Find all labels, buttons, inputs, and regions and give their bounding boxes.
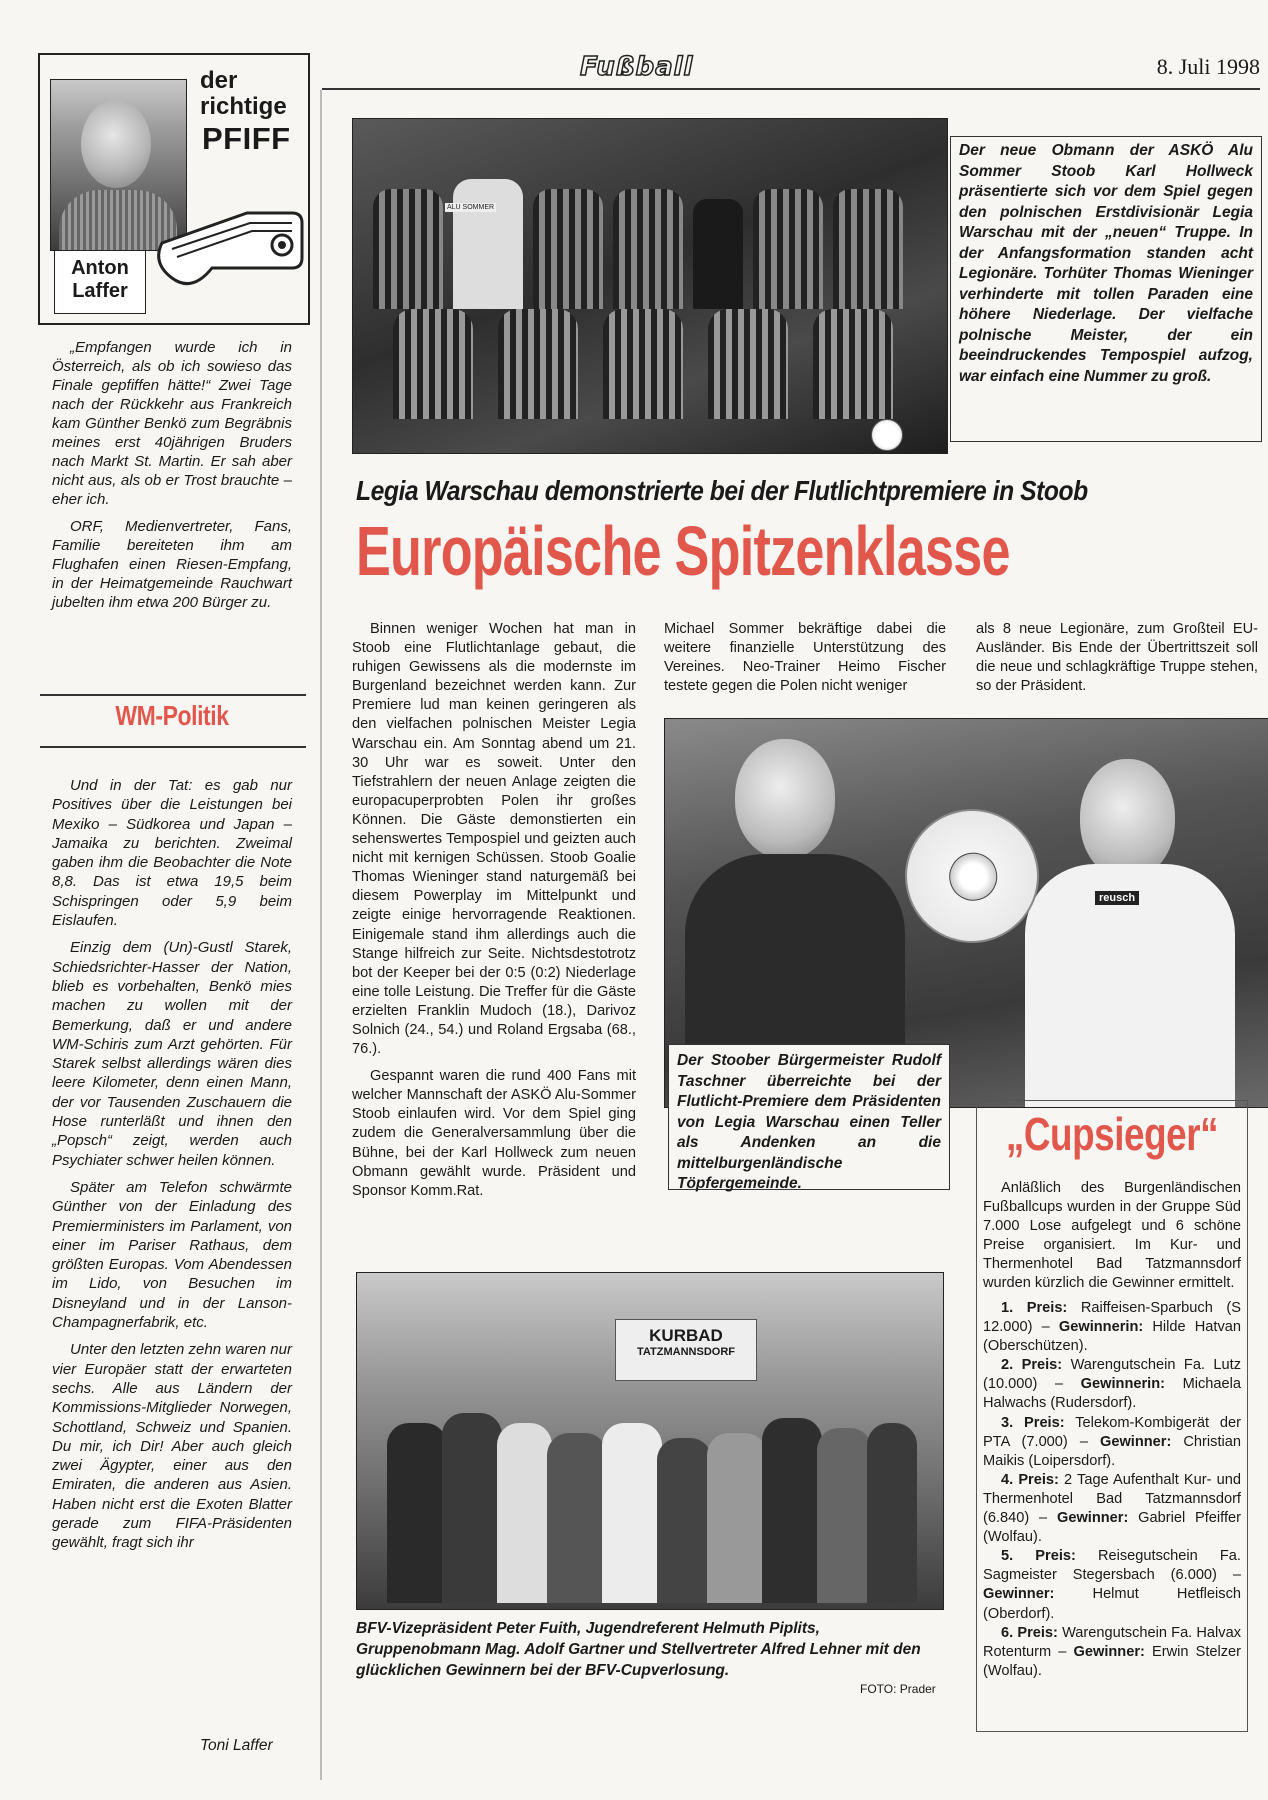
sign-line-1: KURBAD (649, 1326, 723, 1345)
prize-winner-label: Gewinner: (1056, 1510, 1129, 1527)
prize-winner: Erwin Stelzer (Wolfau). (983, 1643, 1242, 1679)
prize-winner: Hilde Hatvan (Oberschützen). (983, 1319, 1241, 1355)
column-para-5: Später am Telefon schwärmte Günther von der Einladung des Premierministers im Parlament, von einer im Pariser Rathaus, dem größten Europas. Vom Abendessen im Lido, von Besuchen im Disneyland und in der Lanson-Champagnerfabrik, etc. (52, 1178, 292, 1332)
prize-winner-label: Gewinnerin: (1058, 1319, 1144, 1336)
prize-winner: Christian Maikis (Loipersdorf). (983, 1433, 1241, 1469)
prize-item (983, 1414, 1241, 1471)
group-photo-caption: BFV-Vizepräsident Peter Fuith, Jugendreferent Helmuth Piplits, Gruppenobmann Mag. Adolf Gartner und Stellvertreter Alfred Lehner mit den glücklichen Gewinnern bei der BFV-Cupverlosung. (356, 1620, 921, 1679)
photo-credit: FOTO: Prader (860, 1682, 936, 1696)
column-para-6: Unter den letzten zehn waren nur vier Europäer statt der erwarteten sechs. Alle aus Ländern der Kommissions-Mitglieder Norwegen, Schottland, Schweiz und Spanien. Du mir, ich Dir! Aber auch gleich zwei Ägypter, einer aus den Emiraten, die anderen aus Asien. Haben nicht erst die Exoten Blatter gerade zum FIFA-Präsidenten gewählt, fragt sich ihr (52, 1341, 292, 1552)
issue-date: 8. Juli 1998 (1156, 54, 1260, 79)
column-para-3: Und in der Tat: es gab nur Positives über die Leistungen bei Mexiko – Südkorea und Japan – Jamaika zu berichten. Zweimal gaben ihm die Beobachter die Note 8,8. Das ist etwa 19,5 beim Schispringen oder 5,9 beim Eislaufen. (52, 777, 292, 930)
prize-winner-label: Gewinner: (1073, 1643, 1145, 1660)
team-photo (352, 118, 948, 454)
article-headline: Europäische Spitzenklasse (356, 512, 1010, 590)
section-title: Fußball (580, 52, 694, 82)
article-col1-para-2: Gespannt waren die rund 400 Fans mit welcher Mannschaft der ASKÖ Alu-Sommer Stoob einlaufen wird. Vor dem Spiel ging zudem die Generalversammlung über die Bühne, bei der Karl Hollweck zum neuen Obmann gewählt wurde. Präsident und Sponsor Komm.Rat. (352, 1068, 636, 1199)
prize-item (983, 1624, 1241, 1681)
column-kicker-2: richtige (200, 93, 287, 120)
prize-text: Warengutschein Fa. Lutz (10.000) – (983, 1357, 1241, 1393)
column-subhead: WM-Politik (115, 700, 229, 731)
prize-text: 2 Tage Aufenthalt Kur- und Thermenhotel Bad Tatzmannsdorf (6.840) – (983, 1471, 1241, 1527)
portrait-face (81, 100, 151, 188)
team-jersey-logo: ALU SOMMER (447, 204, 495, 211)
kurbad-sign (615, 1319, 757, 1381)
shirt-logo: reusch (1095, 891, 1139, 905)
prize-winner: Helmut Hetfleisch (Oberdorf). (983, 1586, 1241, 1622)
cupsieger-prizes (983, 1299, 1241, 1681)
column-signature: Toni Laffer (200, 1737, 273, 1754)
prize-label: 1. Preis: (1001, 1300, 1068, 1316)
plate-photo-caption: Der Stoober Bürgermeister Rudolf Taschner überreichte bei der Flutlicht-Premiere dem Präsidenten von Legia Warschau einen Teller als Andenken an die mittelburgenländische Töpfergemeinde. (668, 1044, 950, 1190)
cupsieger-title: „Cupsieger“ (1005, 1108, 1219, 1160)
group-photo (356, 1272, 944, 1610)
football-icon (871, 419, 903, 451)
prize-label: 6. Preis: (1001, 1624, 1058, 1641)
prize-text: Telekom-Kombigerät der PTA (7.000) – (983, 1414, 1241, 1450)
header-rule (322, 88, 1260, 90)
prize-text: Raiffeisen-Sparbuch (S 12.000) – (983, 1300, 1241, 1336)
column-text-top (52, 338, 292, 620)
football-icon (944, 847, 1003, 906)
team-front-row (393, 289, 913, 419)
author-first-name: Anton (71, 257, 129, 279)
article-col-3 (976, 620, 1258, 704)
column-divider-bottom (40, 746, 306, 748)
prize-label: 3. Preis: (1001, 1414, 1065, 1431)
column-para-4: Einzig dem (Un)-Gustl Starek, Schiedsrichter-Hasser der Nation, blieb es vorbehalten, Benkö mies machen zu wollen mit der Bemerkung, daß er und andere WM-Schiris zum Arzt gehörten. Für Starek selbst allerdings wären dies leere Kilometer, denn einen Mann, der vor Tausenden Zuschauern die Hose runterläßt und ihnen den „Popsch“ zeigt, werden auch Psychiater schwer heilen können. (52, 939, 292, 1169)
article-col3-para-1: als 8 neue Legionäre, zum Großteil EU-Ausländer. Bis Ende der Übertrittszeit soll die neue und schlagkräftige Truppe stehen, so der Präsident. (976, 621, 1258, 695)
article-col1-para-1: Binnen weniger Wochen hat man in Stoob eine Flutlichtanlage gebaut, die ruhigen Gewissens als die modernste im Burgenland bezeichnet werden kann. Zur Premiere lud man keinen geringeren als den vielfachen polnischen Meister Legia Warschau ein. Am Sonntag abend um 21. 30 Uhr war es soweit. Unter den Tiefstrahlern der neuen Anlage zeigten die europacuperprobten Polen ihr großes Können. Die Gäste demonstierten ein sehenswertes Tempospiel und geizten auch nicht mit kernigen Schüssen. Stoob Goalie Thomas Wieninger stand naturgemäß bei diesem Powerplay im Mittelpunkt und zeigte einige hervorragende Reaktionen. Einigemale stand ihm allerdings auch die Stange hilfreich zur Seite. Nichtsdestotrotz bot der Keeper bei der 0:5 (0:2) Niederlage eine tolle Leistung. Die Treffer für die Gäste erzielten Franklin Mudoch (18.), Darivoz Solnich (24., 54.) und Roland Ergsaba (68., 76.). (352, 621, 636, 1058)
prize-item (983, 1299, 1241, 1356)
column-para-1: „Empfangen wurde ich in Österreich, als ob ich sowieso das Finale gepfiffen hätte!“ Zwei Tage nach der Rückkehr aus Frankreich kam Günther Benkö zum Begräbnis meines erst 40jährigen Bruders nach Markt St. Martin. Er sah aber nicht aus, als ob er Trost brauchte – eher ich. (52, 339, 292, 508)
prize-winner: Gabriel Pfeiffer (Wolfau). (983, 1510, 1241, 1546)
prize-text: Warengutschein Fa. Halvax Rotenturm – (983, 1624, 1242, 1660)
prize-winner-label: Gewinner: (983, 1586, 1055, 1603)
prize-label: 2. Preis: (1001, 1357, 1063, 1374)
author-name-box (54, 250, 146, 314)
cupsieger-box (976, 1100, 1248, 1732)
column-text-bottom (52, 776, 292, 1561)
team-photo-caption: Der neue Obmann der ASKÖ Alu Sommer Stoob Karl Hollweck präsentierte sich vor dem Spiel gegen den polnischen Erstdivisionär Legia Warschau mit der „neuen“ Truppe. In der Anfangsformation standen acht Legionäre. Torhüter Thomas Wieninger verhinderte mit tollen Paraden eine höhere Niederlage. Der vielfache polnische Meister, der ein beeindruckendes Tempospiel aufzog, war einfach eine Nummer zu groß. (950, 136, 1262, 442)
article-col-2 (664, 620, 946, 704)
team-back-row (373, 159, 933, 309)
prize-item (983, 1471, 1241, 1547)
column-para-2: ORF, Medienvertreter, Fans, Familie bereiteten ihm am Flughafen einen Riesen-Empfang, in der Heimatgemeinde Rauchwart jubelten ihm etwa 200 Bürger zu. (52, 518, 292, 611)
prize-item (983, 1356, 1241, 1413)
prize-winner: Michaela Halwachs (Rudersdorf). (983, 1376, 1241, 1412)
column-box (38, 53, 310, 325)
group-people (387, 1383, 917, 1603)
prize-item (983, 1547, 1241, 1623)
column-kicker-1: der (200, 67, 238, 94)
article-col2-para-1: Michael Sommer bekräftige dabei die weitere finanzielle Unterstützung des Vereines. Neo-Trainer Heimo Fischer testete gegen die Polen nicht weniger (664, 621, 946, 695)
prize-label: 5. Preis: (1001, 1548, 1076, 1565)
author-last-name: Laffer (72, 280, 128, 302)
whistle-icon (152, 183, 307, 293)
article-kicker: Legia Warschau demonstrierte bei der Flutlichtpremiere in Stoob (356, 475, 1088, 506)
president-figure (1025, 759, 1225, 1107)
column-title: PFIFF (202, 121, 291, 156)
column-divider-top (40, 694, 306, 696)
cupsieger-intro: Anläßlich des Burgenländischen Fußballcups wurden in der Gruppe Süd 7.000 Lose aufgelegt und 6 schöne Preise organisiert. Im Kur- und Thermenhotel Bad Tatzmannsdorf wurden kürzlich die Gewinner ermittelt. (983, 1180, 1241, 1292)
prize-text: Reisegutschein Fa. Sagmeister Stegersbach (6.000) – (983, 1548, 1241, 1584)
prize-winner-label: Gewinner: (1099, 1433, 1172, 1450)
left-column-rule (320, 90, 322, 1780)
sign-line-2: TATZMANNSDORF (637, 1346, 735, 1358)
prize-label: 4. Preis: (1001, 1471, 1059, 1488)
article-col-1 (352, 620, 636, 1209)
prize-winner-label: Gewinnerin: (1080, 1376, 1165, 1393)
